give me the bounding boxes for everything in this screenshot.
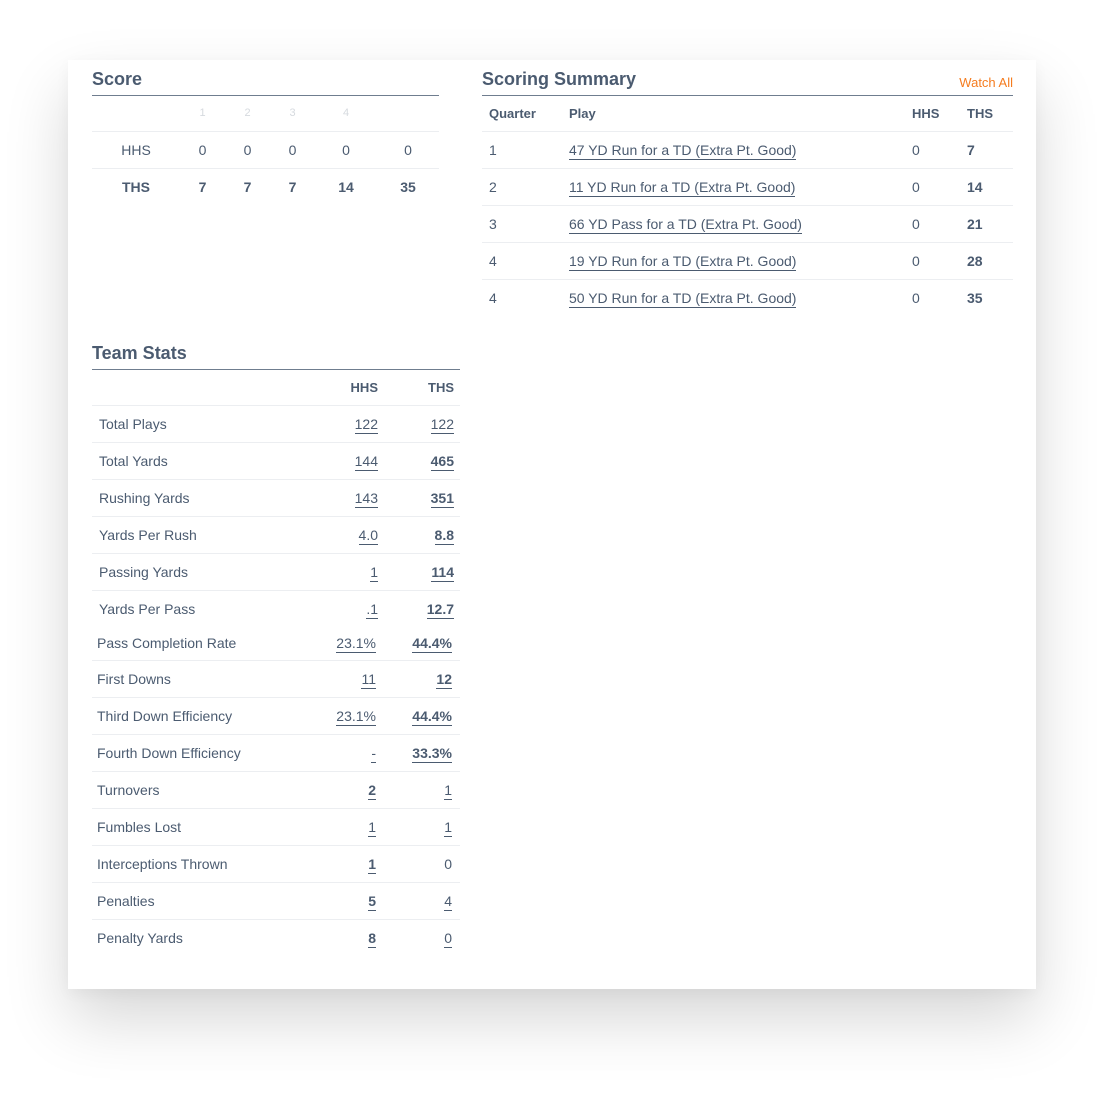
- stat-ths-value[interactable]: 44.4%: [412, 635, 452, 652]
- stat-row-interceptions-thrown: [92, 845, 460, 882]
- score-section: [92, 68, 439, 205]
- play-ths-score: 28: [960, 242, 1013, 279]
- score-row-hhs: [92, 131, 439, 168]
- score-header-total: [377, 96, 439, 131]
- score-header-q3: 3: [270, 96, 315, 131]
- stat-row-yards-per-pass: [92, 590, 460, 627]
- stat-row-penalties: [92, 882, 460, 919]
- play-ths-score: 21: [960, 205, 1013, 242]
- stat-hhs-value[interactable]: 144: [354, 452, 378, 469]
- scoring-play-row: [482, 242, 1013, 279]
- stat-row-first-downs: [92, 660, 460, 697]
- stat-hhs-value[interactable]: .1: [366, 600, 378, 617]
- header-quarter: Quarter: [482, 96, 562, 131]
- score-row-ths: [92, 168, 439, 205]
- stat-ths-value[interactable]: 351: [430, 489, 454, 506]
- stat-hhs-value[interactable]: 23.1%: [336, 635, 376, 652]
- scoring-play-row: [482, 205, 1013, 242]
- scoring-play-row: [482, 168, 1013, 205]
- score-table: [92, 96, 439, 205]
- stat-label: Third Down Efficiency: [92, 697, 312, 734]
- header-play: Play: [562, 96, 905, 131]
- play-hhs-score: 0: [912, 289, 920, 306]
- stat-label: Pass Completion Rate: [92, 627, 312, 660]
- stat-hhs-value[interactable]: 122: [354, 415, 378, 432]
- stat-label: Total Yards: [92, 442, 312, 479]
- play-hhs-score: 0: [905, 131, 960, 168]
- stat-hhs-value[interactable]: 4.0: [358, 526, 378, 543]
- score-header-q1: 1: [180, 96, 225, 131]
- header-hhs: HHS: [905, 96, 960, 131]
- stat-hhs-value[interactable]: -: [371, 744, 376, 761]
- play-ths-score: 35: [967, 289, 983, 306]
- stat-hhs-value[interactable]: 143: [354, 489, 378, 506]
- stat-ths-value[interactable]: 12.7: [426, 600, 454, 617]
- stat-hhs-value[interactable]: 2: [368, 781, 376, 798]
- stat-hhs-value[interactable]: 23.1%: [336, 707, 376, 724]
- header-ths: THS: [960, 96, 1013, 131]
- stat-label: First Downs: [92, 660, 312, 697]
- scoring-play-row: [482, 279, 1013, 316]
- stat-ths-value[interactable]: 122: [430, 415, 454, 432]
- play-quarter: 3: [482, 205, 562, 242]
- stat-label: Fumbles Lost: [92, 808, 312, 845]
- play-link[interactable]: 47 YD Run for a TD (Extra Pt. Good): [569, 141, 797, 158]
- play-ths-score: 14: [960, 168, 1013, 205]
- play-quarter: 4: [482, 242, 562, 279]
- play-ths-score: 7: [960, 131, 1013, 168]
- score-header-q4: 4: [315, 96, 377, 131]
- team-stats-section: [92, 342, 460, 956]
- header-hhs: HHS: [312, 370, 384, 405]
- stat-row-total-plays: [92, 405, 460, 442]
- stat-row-pass-completion-rate: [92, 627, 460, 660]
- play-link[interactable]: 11 YD Run for a TD (Extra Pt. Good): [569, 178, 796, 195]
- score-header-team: [92, 96, 180, 131]
- stat-ths-value[interactable]: 114: [431, 563, 454, 580]
- play-quarter: 1: [482, 131, 562, 168]
- header-ths: THS: [384, 370, 460, 405]
- stat-row-fumbles-lost: [92, 808, 460, 845]
- stat-ths-value[interactable]: 4: [444, 892, 452, 909]
- stat-label: Interceptions Thrown: [92, 845, 312, 882]
- play-hhs-score: 0: [905, 168, 960, 205]
- play-quarter: 2: [482, 168, 562, 205]
- stat-hhs-value[interactable]: 1: [368, 855, 376, 872]
- team-stats-header-row: [92, 370, 460, 405]
- play-hhs-score: 0: [905, 242, 960, 279]
- stat-row-total-yards: [92, 442, 460, 479]
- stat-label: Penalty Yards: [97, 929, 183, 946]
- score-title: Score: [92, 68, 439, 96]
- scoring-summary-title: [482, 68, 1013, 96]
- q4-score: 14: [338, 178, 354, 195]
- total-score: 0: [377, 131, 439, 168]
- stat-ths-value[interactable]: 8.8: [434, 526, 454, 543]
- stat-hhs-value[interactable]: 8: [368, 929, 376, 946]
- play-link[interactable]: 19 YD Run for a TD (Extra Pt. Good): [569, 252, 797, 269]
- play-link[interactable]: 50 YD Run for a TD (Extra Pt. Good): [569, 289, 797, 306]
- stat-ths-value[interactable]: 12: [436, 670, 452, 687]
- q3-score: 7: [288, 178, 297, 195]
- team-name: THS: [122, 178, 150, 195]
- stat-row-penalty-yards: [92, 919, 460, 956]
- total-score: 35: [400, 178, 416, 195]
- play-link[interactable]: 66 YD Pass for a TD (Extra Pt. Good): [569, 215, 802, 232]
- stat-label: Total Plays: [92, 405, 312, 442]
- watch-all-link[interactable]: Watch All: [959, 75, 1013, 90]
- stat-row-fourth-down-efficiency: [92, 734, 460, 771]
- team-stats-title: Team Stats: [92, 342, 460, 370]
- stat-label: Passing Yards: [92, 553, 312, 590]
- stat-hhs-value[interactable]: 1: [370, 563, 378, 580]
- stat-ths-value[interactable]: 465: [430, 452, 454, 469]
- q3-score: 0: [270, 131, 315, 168]
- scoring-summary-section: [482, 68, 1013, 316]
- stat-label: Turnovers: [92, 771, 312, 808]
- team-name: HHS: [92, 131, 180, 168]
- stat-hhs-value[interactable]: 1: [368, 818, 376, 835]
- stat-ths-value[interactable]: 33.3%: [412, 744, 452, 761]
- stat-row-passing-yards: [92, 553, 460, 590]
- game-stats-card: [68, 60, 1036, 989]
- stat-row-turnovers: [92, 771, 460, 808]
- scoring-summary-header-row: [482, 96, 1013, 131]
- stat-row-third-down-efficiency: [92, 697, 460, 734]
- scoring-summary-table: [482, 96, 1013, 316]
- stat-label: Penalties: [92, 882, 312, 919]
- stat-ths-value[interactable]: 44.4%: [412, 707, 452, 724]
- scoring-play-row: [482, 131, 1013, 168]
- play-hhs-score: 0: [905, 205, 960, 242]
- stat-hhs-value[interactable]: 11: [361, 670, 376, 687]
- stat-label: Rushing Yards: [92, 479, 312, 516]
- stat-ths-value[interactable]: 1: [444, 818, 452, 835]
- stat-hhs-value[interactable]: 5: [368, 892, 376, 909]
- stat-ths-value[interactable]: 0: [444, 929, 452, 946]
- score-header-q2: 2: [225, 96, 270, 131]
- q1-score: 7: [198, 178, 207, 195]
- score-header-row: [92, 96, 439, 131]
- stat-ths-value: 0: [444, 855, 452, 872]
- scoring-summary-title-text: Scoring Summary: [482, 69, 637, 89]
- q1-score: 0: [180, 131, 225, 168]
- stat-ths-value[interactable]: 1: [444, 781, 452, 798]
- play-quarter: 4: [489, 289, 497, 306]
- team-stats-table: [92, 370, 460, 956]
- stat-label: Fourth Down Efficiency: [92, 734, 312, 771]
- header-label: [92, 370, 312, 405]
- stat-row-yards-per-rush: [92, 516, 460, 553]
- stat-label: Yards Per Rush: [92, 516, 312, 553]
- stat-row-rushing-yards: [92, 479, 460, 516]
- q2-score: 7: [243, 178, 252, 195]
- stat-label: Yards Per Pass: [99, 600, 196, 617]
- q2-score: 0: [225, 131, 270, 168]
- q4-score: 0: [315, 131, 377, 168]
